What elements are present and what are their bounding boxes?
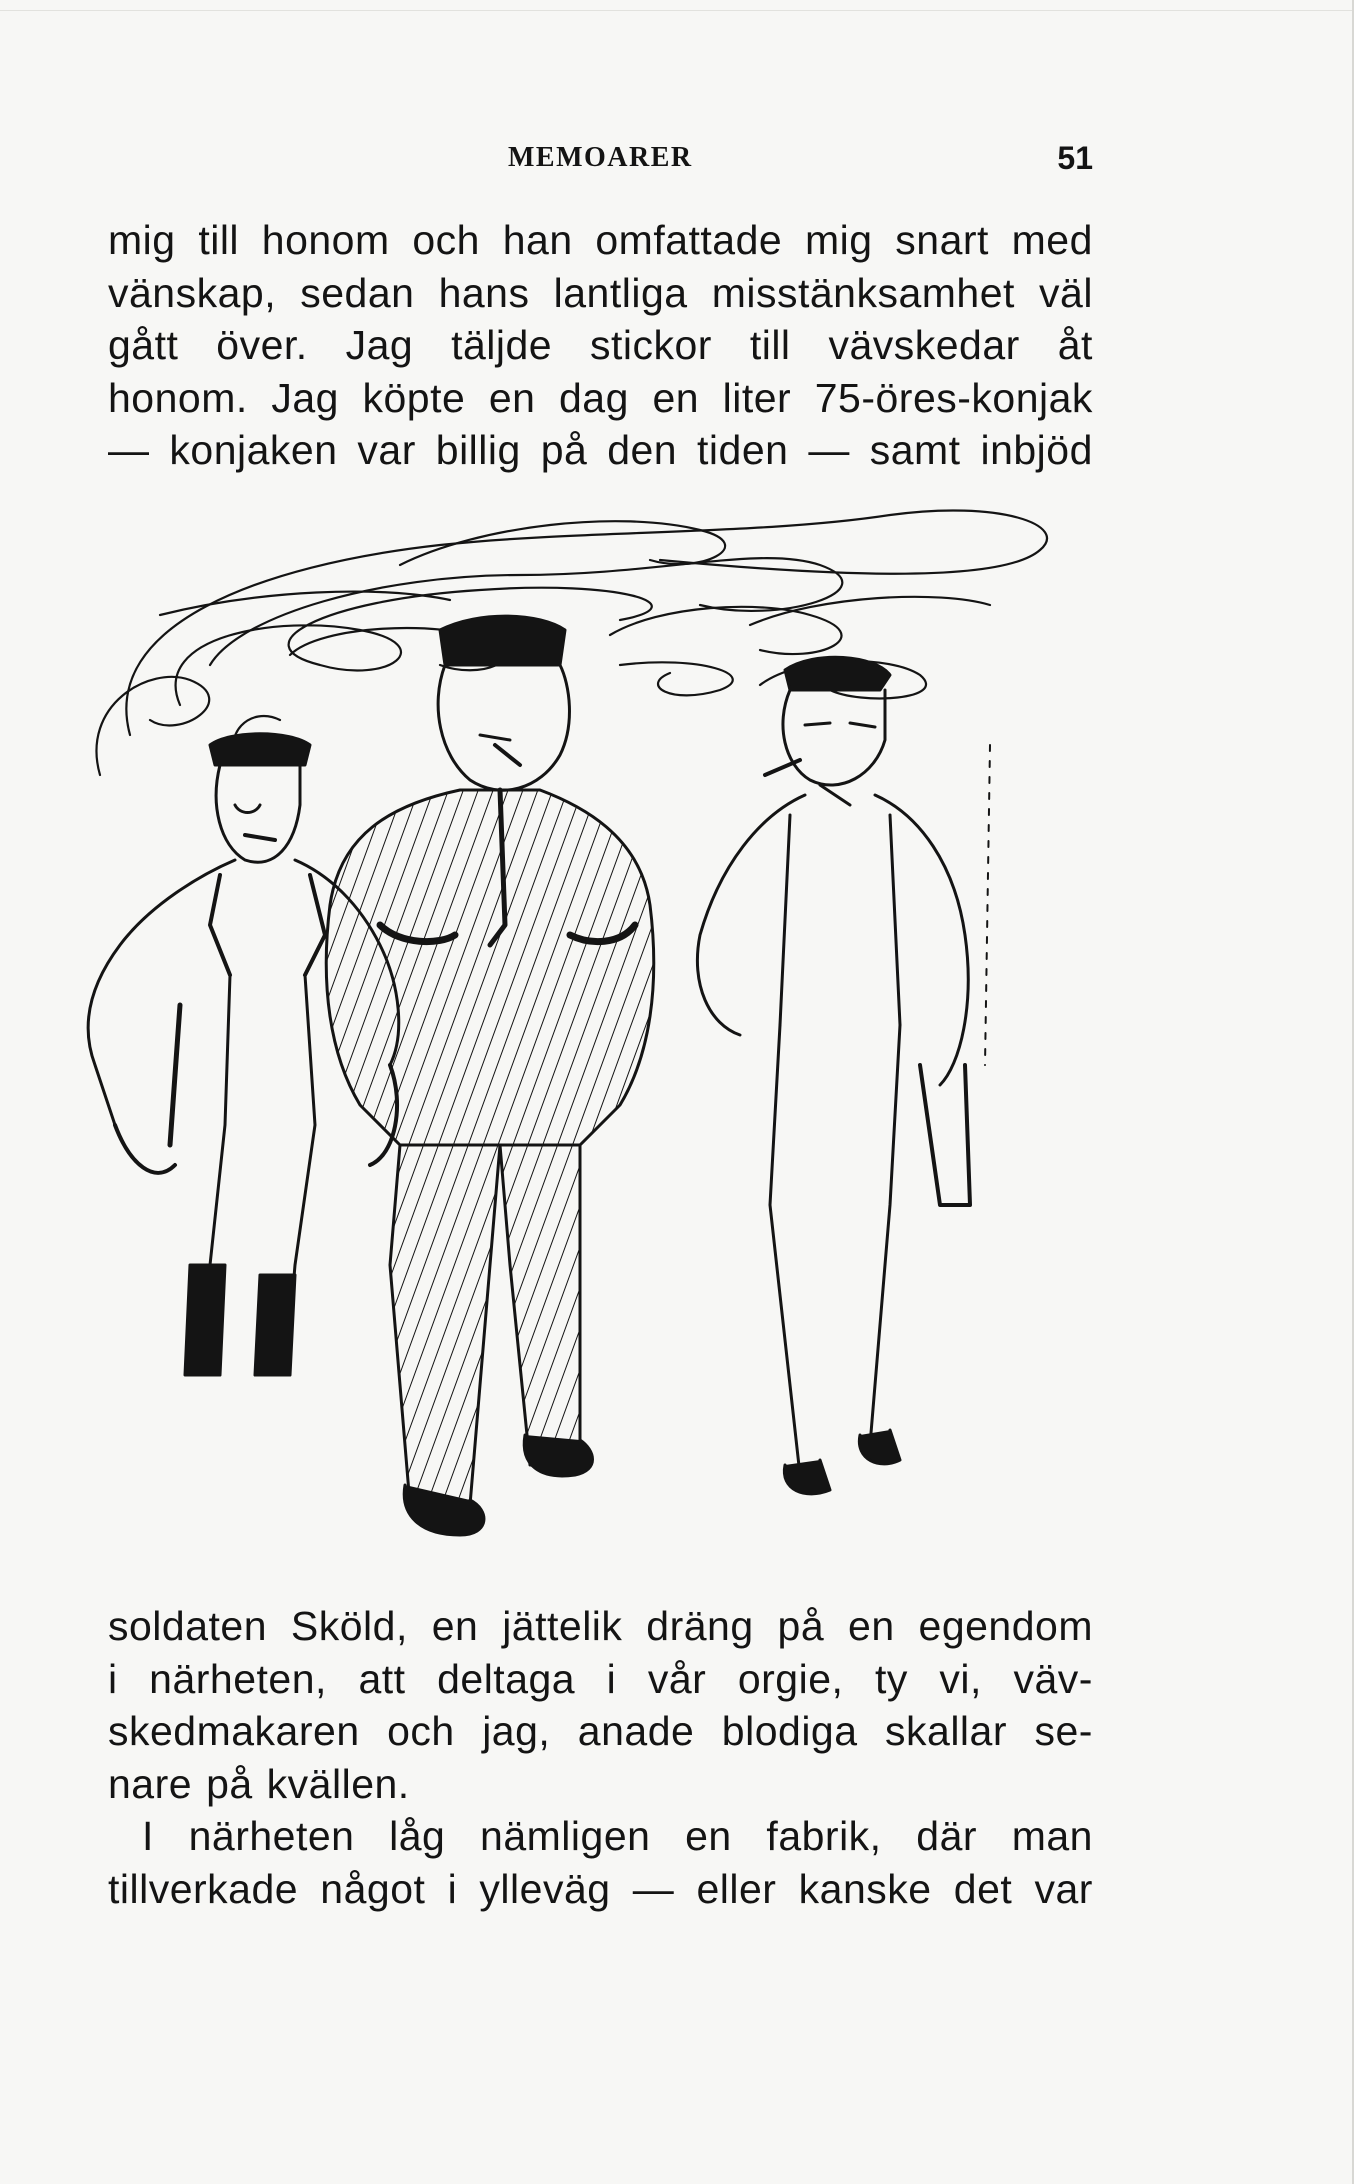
text-line [108, 267, 1093, 320]
word: den [607, 427, 678, 473]
word: fabrik, [766, 1813, 882, 1859]
word: omfattade [595, 217, 783, 263]
word: honom. [108, 374, 248, 421]
word: blodiga [721, 1708, 858, 1754]
word: det [953, 1865, 1013, 1912]
word: mig [804, 217, 873, 263]
paragraph-top [108, 214, 1093, 477]
word: i [606, 1655, 617, 1702]
word: där [916, 1813, 978, 1859]
text-line [108, 319, 1093, 372]
word: tillverkade [108, 1865, 299, 1912]
text-line [108, 424, 1093, 477]
word: med [1011, 217, 1093, 263]
word: gått [108, 322, 179, 368]
word: Sköld, [290, 1603, 408, 1649]
word: nare [108, 1760, 193, 1807]
word: och [412, 217, 480, 263]
word: I [142, 1813, 154, 1859]
word: eller [696, 1865, 777, 1912]
word: en [431, 1603, 479, 1649]
word: låg [389, 1813, 446, 1859]
word: väv- [1013, 1655, 1093, 1702]
word: — [632, 1865, 675, 1912]
word: väl [1039, 269, 1093, 316]
word: kanske [798, 1865, 932, 1912]
text-line [108, 1758, 1093, 1811]
word: över. [216, 322, 308, 368]
word: mig [108, 217, 176, 263]
word: billig [435, 427, 521, 473]
word: lantliga [553, 269, 688, 316]
word: orgie, [737, 1655, 844, 1702]
word: till [198, 217, 240, 263]
word: täljde [451, 322, 553, 368]
text-line [108, 214, 1093, 267]
text-line [108, 1600, 1093, 1653]
word: närheten, [149, 1655, 327, 1702]
word: Jag [345, 322, 414, 368]
word: soldaten [108, 1603, 268, 1649]
text-line [108, 1810, 1093, 1863]
word: en [685, 1813, 732, 1859]
word: inbjöd [980, 427, 1093, 473]
right-man [697, 657, 990, 1494]
word: vänskap, [108, 269, 277, 316]
word: var [1034, 1865, 1093, 1912]
word: konjaken [169, 427, 338, 473]
word: på [540, 427, 588, 473]
word: snart [895, 217, 989, 263]
word: något [320, 1865, 426, 1912]
paragraph-bottom [108, 1600, 1093, 1915]
word: anade [577, 1708, 695, 1754]
word: jag, [482, 1708, 551, 1754]
word: var [357, 427, 416, 473]
word: — [108, 427, 150, 473]
word: vävskedar [828, 322, 1020, 368]
word: deltaga [437, 1655, 576, 1702]
word: 75-öres-konjak [814, 374, 1093, 421]
text-line [108, 372, 1093, 425]
word: i [447, 1865, 458, 1912]
word: köpte [362, 374, 466, 421]
word: Jag [271, 374, 339, 421]
word: till [749, 322, 791, 368]
word: en [848, 1603, 895, 1649]
word: och [387, 1708, 455, 1754]
word: jättelik [502, 1603, 623, 1649]
word: samt [869, 427, 961, 473]
word: en [488, 374, 536, 421]
text-line [108, 1653, 1093, 1706]
word: åt [1057, 322, 1093, 368]
word: misstänksamhet [711, 269, 1015, 316]
word: på [777, 1603, 825, 1649]
word: nämligen [480, 1813, 651, 1859]
word: kvällen. [266, 1760, 410, 1807]
word: att [358, 1655, 406, 1702]
word: dag [558, 374, 629, 421]
word: stickor [589, 322, 712, 368]
middle-man [326, 616, 654, 1535]
word: sedan [300, 269, 415, 316]
word: liter [722, 374, 792, 421]
word: ylleväg [479, 1865, 611, 1912]
running-title: MEMOARER [508, 142, 693, 173]
word: man [1011, 1813, 1093, 1859]
word: närheten [188, 1813, 355, 1859]
word: på [206, 1760, 253, 1807]
word: vi, [939, 1655, 982, 1702]
word: skedmakaren [108, 1708, 360, 1754]
word: tiden [697, 427, 789, 473]
word: skallar [885, 1708, 1007, 1754]
text-line [108, 1863, 1093, 1916]
page-top-edge [0, 0, 1352, 11]
word: dräng [646, 1603, 754, 1649]
page-right-edge [1352, 0, 1369, 2184]
word: ty [874, 1655, 908, 1702]
word: vår [647, 1655, 707, 1702]
word: — [808, 427, 850, 473]
word: se- [1034, 1708, 1093, 1754]
word: hans [438, 269, 530, 316]
running-head [108, 142, 1093, 182]
word: egendom [918, 1603, 1093, 1649]
three-smoking-men-drawing-icon [60, 505, 1140, 1565]
text-line [108, 1705, 1093, 1758]
word: i [108, 1655, 118, 1702]
page-number: 51 [1057, 140, 1093, 176]
word: honom [261, 217, 390, 263]
word: han [502, 217, 573, 263]
word: en [652, 374, 700, 421]
